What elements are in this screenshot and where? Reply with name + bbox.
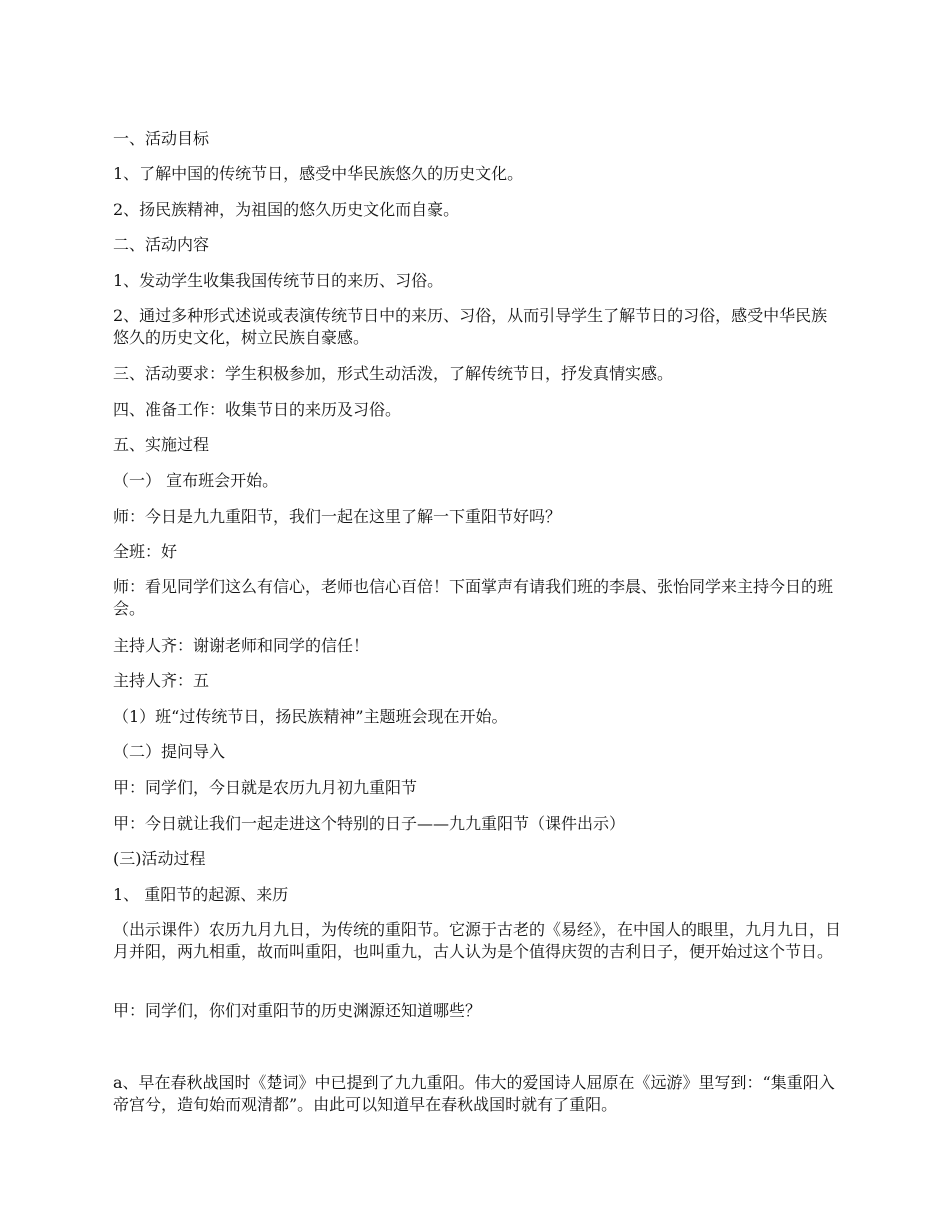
section-question-intro: （二）提问导入 xyxy=(113,742,226,761)
subsection-origin: 1、 重阳节的起源、来历 xyxy=(113,885,289,904)
dialogue-line: （1）班“过传统节日，扬民族精神”主题班会现在开始。 xyxy=(113,707,508,726)
dialogue-line: 师：看见同学们这么有信心，老师也信心百倍！下面掌声有请我们班的李晨、张怡同学来主持今日的班会。 xyxy=(113,577,834,618)
content-item-2: 2、通过多种形式述说或表演传统节日中的来历、习俗，从而引导学生了解节日的习俗，感受中华民族悠久的历史文化，树立民族自豪感。 xyxy=(113,306,828,347)
dialogue-line: 主持人齐：谢谢老师和同学的信任！ xyxy=(113,636,370,655)
section-activity-process: (三)活动过程 xyxy=(113,849,206,868)
dialogue-line: 甲：今日就让我们一起走进这个特别的日子——九九重阳节（课件出示） xyxy=(113,814,626,833)
heading-preparation: 四、准备工作：收集节日的来历及习俗。 xyxy=(113,400,402,419)
dialogue-line: 甲：同学们，今日就是农历九月初九重阳节 xyxy=(113,778,418,797)
heading-implementation: 五、实施过程 xyxy=(113,435,210,454)
heading-activity-requirements: 三、活动要求：学生积极参加，形式生动活泼，了解传统节日，抒发真情实感。 xyxy=(113,364,674,383)
dialogue-line: 全班：好 xyxy=(113,542,178,561)
dialogue-line: 甲：同学们，你们对重阳节的历史渊源还知道哪些？ xyxy=(113,1001,482,1020)
origin-paragraph: （出示课件）农历九月九日，为传统的重阳节。它源于古老的《易经》，在中国人的眼里，九月九日，日月并阳，两九相重，故而叫重阳，也叫重九，古人认为是个值得庆贺的吉利日子，便开始过这个节日。 xyxy=(113,920,842,961)
goal-item-2: 2、扬民族精神，为祖国的悠久历史文化而自豪。 xyxy=(113,200,460,219)
content-item-1: 1、发动学生收集我国传统节日的来历、习俗。 xyxy=(113,271,444,290)
dialogue-line: 师：今日是九九重阳节，我们一起在这里了解一下重阳节好吗？ xyxy=(113,507,562,526)
heading-activity-content: 二、活动内容 xyxy=(113,235,210,254)
goal-item-1: 1、了解中国的传统节日，感受中华民族悠久的历史文化。 xyxy=(113,164,524,183)
heading-activity-goals: 一、活动目标 xyxy=(113,129,210,148)
section-announce-start: （一） 宣布班会开始。 xyxy=(113,471,279,490)
history-paragraph: a、早在春秋战国时《楚词》中已提到了九九重阳。伟大的爱国诗人屈原在《远游》里写到：“集重阳入帝宫兮，造旬始而观清都”。由此可以知道早在春秋战国时就有了重阳。 xyxy=(113,1073,835,1114)
dialogue-line: 主持人齐：五 xyxy=(113,671,210,690)
